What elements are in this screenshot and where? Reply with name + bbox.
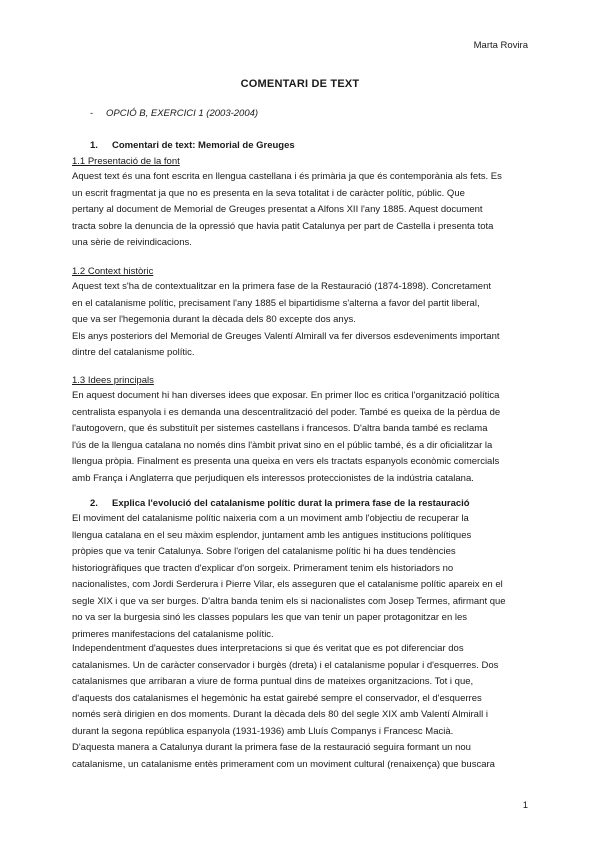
paragraph-line: no va ser la burgesia sinó les classes populars les que van tenir un paper protagonitzar en les — [72, 612, 468, 623]
paragraph-line: primeres manifestacions del catalanisme polític. — [72, 628, 274, 640]
paragraph-line: que va ser l'hegemonia durant la dècada dels 80 excepte dos anys. — [72, 314, 356, 325]
paragraph-line: pertany al document de Memorial de Greuges presentat a Alfons XII l'any 1885. Aquest document — [72, 204, 483, 215]
paragraph-line: Els anys posteriors del Memorial de Greuges Valentí Almirall va fer diversos esdeveniments important — [72, 330, 500, 342]
subsection-1-2-paragraph — [72, 279, 528, 362]
paragraph-line: només serà dirigien en dos moments. Durant la dècada dels 80 del segle XIX amb Valentí Almirall i — [72, 709, 488, 720]
paragraph-line: una sèrie de reivindicacions. — [72, 237, 192, 248]
option-line — [90, 108, 258, 119]
paragraph-line: catalanismes. Un de caràcter conservador i burgès (dreta) i el catalanisme popular i d'esquerres. Dos — [72, 659, 499, 671]
option-text: OPCIÓ B, EXERCICI 1 (2003-2004) — [106, 108, 259, 119]
option-dash: - — [90, 108, 94, 119]
paragraph-line: d'aquests dos catalanismes el hegemònic ha estat gairebé sempre el conservador, el d'esquerres — [72, 692, 482, 704]
paragraph-line: llengua catalana en el seu màxim esplendor, juntament amb les antigues institucions polítiques — [72, 529, 472, 541]
paragraph-line: D'aquesta manera a Catalunya durant la primera fase de la restauració seguira formant un nou — [72, 742, 471, 753]
section-2-paragraph-1 — [72, 511, 528, 643]
paragraph-line: El moviment del catalanisme polític naixeria com a un moviment amb l'objectiu de recuperar la — [72, 513, 469, 524]
paragraph-line: En aquest document hi han diverses idees que exposar. En primer lloc es critica l'organització política — [72, 390, 500, 401]
section-2-heading — [90, 498, 470, 509]
paragraph-line: Independentment d'aquestes dues interpretacions si que és veritat que es pot diferenciar dos — [72, 643, 464, 654]
section-2-title: Explica l'evolució del catalanisme polític durat la primera fase de la restauració — [112, 498, 470, 509]
section-1-title: Comentari de text: Memorial de Greuges — [112, 140, 295, 151]
document-title: COMENTARI DE TEXT — [240, 78, 360, 90]
paragraph-line: centralista espanyola i es demanda una descentralització del poder. També es queixa de la pèrdua de — [72, 406, 501, 418]
section-1-heading — [90, 140, 295, 151]
paragraph-line: historiogràfiques que tracten d'explicar d'on sorgeix. Primerament tenim els historiadors no — [72, 562, 454, 574]
paragraph-line: tracta sobre la denuncia de la opressió que havia patit Catalunya per part de Castella i presenta tota — [72, 220, 494, 232]
subsection-1-1-paragraph — [72, 169, 528, 252]
paragraph-line: nacionalistes, com Jordi Serderura i Pierre Vilar, els asseguren que el catalanisme polític apareix en el — [72, 579, 503, 590]
paragraph-line: en el catalanisme polític, precisament l'any 1885 el bipartidisme s'alterna a favor del partit liberal, — [72, 297, 480, 309]
paragraph-line: catalanisme, un catalanisme entès primerament com un moviment cultural (renaixença) que buscara — [72, 758, 495, 770]
paragraph-line: l'autogovern, que és substituït per sistemes castellans i francesos. D'altra banda també es reclama — [72, 423, 488, 434]
paragraph-line: l'ús de la llengua catalana no només dins l'àmbit privat sino en el públic també, és a dir oficialitzar la — [72, 439, 493, 451]
paragraph-line: durant la segona república espanyola (1931-1936) amb Lluís Companys i Francesc Macià. — [72, 725, 454, 737]
subsection-1-1-heading: 1.1 Presentació de la font — [72, 156, 180, 167]
paragraph-line: un escrit fragmentat ja que no es presenta en la seva totalitat i de caràcter polític, públic. Que — [72, 187, 465, 199]
subsection-1-2-heading: 1.2 Context històric — [72, 266, 154, 277]
page-number: 1 — [522, 800, 528, 811]
section-1-number: 1. — [90, 140, 98, 151]
paragraph-line: dintre del catalanisme polític. — [72, 347, 195, 358]
paragraph-line: Aquest text s'ha de contextualitzar en la primera fase de la Restauració (1874-1898). Concretament — [72, 281, 491, 292]
paragraph-line: Aquest text és una font escrita en llengua castellana i és primària ja que és contemporània als fets. Es — [72, 171, 502, 182]
subsection-1-3-paragraph — [72, 388, 528, 487]
section-2-paragraph-2 — [72, 641, 528, 773]
paragraph-line: catalanismes que arribaran a viure de forma puntual dins de mateixes organitzacions. Tot i que, — [72, 676, 474, 687]
paragraph-line: segle XIX i que va ser burges. D'altra banda tenim els si nacionalistes com Josep Termes, afirmant que — [72, 595, 506, 607]
subsection-1-3-heading: 1.3 Idees principals — [72, 375, 154, 386]
header-author: Marta Rovira — [473, 40, 528, 51]
paragraph-line: amb França i Anglaterra que perjudiquen els interessos proteccionistes de la indústria catalana. — [72, 472, 474, 484]
paragraph-line: llengua pròpia. Finalment es presenta una queixa en vers els tractats espanyols econòmic comercials — [72, 456, 500, 467]
section-2-number: 2. — [90, 498, 98, 509]
paragraph-line: pròpies que va tenir Catalunya. Sobre l'origen del catalanisme polític hi ha dues tendències — [72, 546, 456, 557]
